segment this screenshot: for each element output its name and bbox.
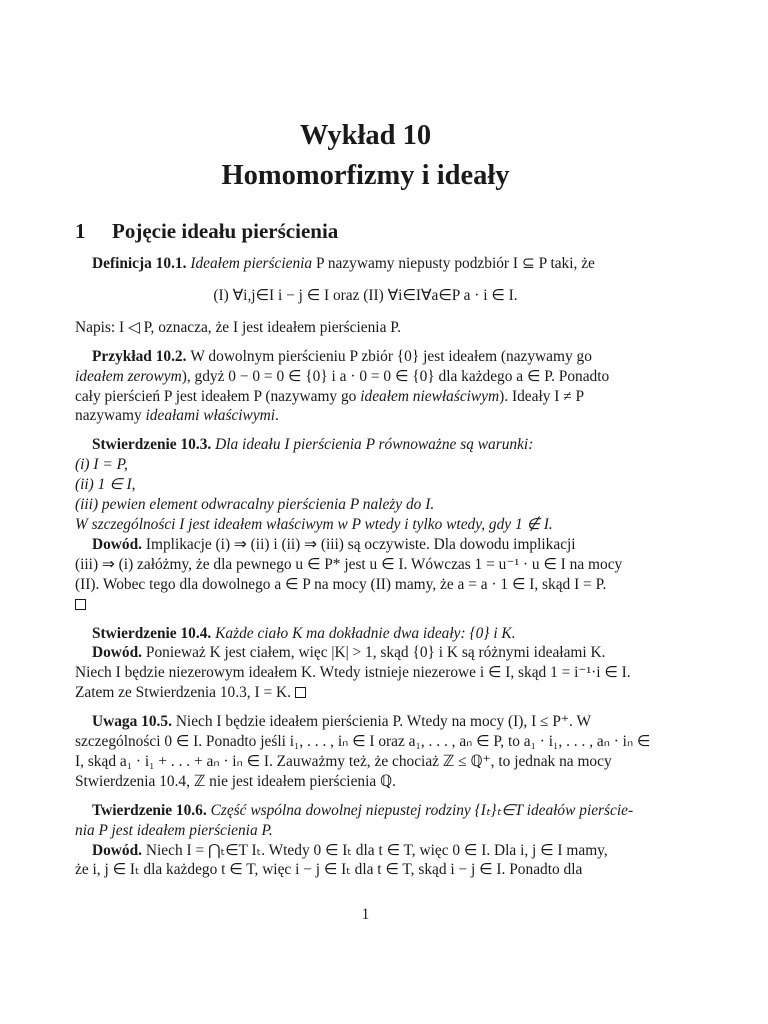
remark-label: Uwaga 10.5. bbox=[92, 713, 172, 731]
statement-10-4 bbox=[75, 624, 656, 644]
definition-10-1 bbox=[75, 254, 656, 274]
section-title: Pojęcie ideału pierścienia bbox=[112, 219, 339, 243]
statement-consequence: W szczególności I jest ideałem właściwym w P wtedy i tylko wtedy, gdy 1 ∉ I. bbox=[75, 515, 553, 533]
definition-formula: (I) ∀i,j∈I i − j ∈ I oraz (II) ∀i∈I∀a∈P a · i ∈ I. bbox=[213, 286, 518, 304]
statement-10-4-text: Każde ciało K ma dokładnie dwa ideały: {0} i K. bbox=[215, 624, 516, 642]
definition-term: Ideałem pierścienia bbox=[190, 255, 313, 272]
proof-10-6-line-1: Dowód. Niech I = ⋂ₜ∈T Iₜ. Wtedy 0 ∈ Iₜ dla t ∈ T, więc 0 ∈ I. Dla i, j ∈ I mamy, bbox=[92, 841, 608, 859]
proof-10-4-line-3: Zatem ze Stwierdzenia 10.3, I = K. bbox=[75, 683, 656, 703]
proof-10-3-line-1: Dowód. Implikacje (i) ⇒ (ii) i (ii) ⇒ (iii) są oczywiste. Dla dowodu implikacji bbox=[92, 535, 576, 553]
lecture-title: Wykład 10 bbox=[299, 120, 432, 151]
example-10-2-line-4 bbox=[75, 406, 656, 426]
theorem-label: Twierdzenie 10.6. bbox=[92, 801, 207, 819]
example-10-2-line-3 bbox=[75, 387, 656, 407]
proof-10-6-line-2: że i, j ∈ Iₜ dla każdego t ∈ T, więc i − j ∈ Iₜ dla t ∈ T, skąd i − j ∈ I. Ponadto dla bbox=[75, 861, 583, 879]
example-text: ). Ideały I ≠ P bbox=[499, 387, 585, 405]
example-term: ideałami właściwymi bbox=[145, 407, 276, 425]
example-10-2 bbox=[75, 347, 656, 427]
example-text: W dowolnym pierścieniu P zbiór {0} jest ideałem (nazywamy go bbox=[190, 347, 592, 365]
remark-10-5-line-3: I, skąd a₁ · i₁ + . . . + aₙ · iₙ ∈ I. Zauważmy też, że chociaż ℤ ≤ ℚ⁺, to jednak na mocy bbox=[75, 752, 612, 770]
definition-label: Definicja 10.1. bbox=[92, 255, 187, 272]
theorem-10-6-line-1: Twierdzenie 10.6. Część wspólna dowolnej niepustej rodziny {Iₜ}ₜ∈T ideałów pierście- bbox=[92, 801, 634, 819]
lecture-title-block bbox=[75, 116, 656, 196]
proof-10-4-line-2: Niech I będzie niezerowym ideałem K. Wtedy istnieje niezerowe i ∈ I, skąd 1 = i⁻¹·i ∈ I. bbox=[75, 664, 631, 682]
document-page bbox=[75, 0, 656, 1024]
statement-10-4-label: Stwierdzenie 10.4. bbox=[92, 624, 212, 642]
proof-10-4-line-1: Dowód. Ponieważ K jest ciałem, więc |K| > 1, skąd {0} i K są różnymi ideałami K. bbox=[92, 644, 606, 662]
remark-10-5-line-2: szczególności 0 ∈ I. Ponadto jeśli i₁, . . . , iₙ ∈ I oraz a₁, . . . , aₙ ∈ P, to a₁ · i₁, . . . , aₙ · iₙ ∈ bbox=[75, 733, 651, 751]
statement-10-3-label: Stwierdzenie 10.3. bbox=[92, 436, 212, 454]
proof-label: Dowód. bbox=[92, 535, 143, 553]
notation-line: Napis: I ◁ P, oznacza, że I jest ideałem pierścienia P. bbox=[75, 318, 401, 336]
qed-square-icon bbox=[295, 687, 306, 698]
remark-10-5-line-1: Uwaga 10.5. Niech I będzie ideałem pierścienia P. Wtedy na mocy (I), I ≤ P⁺. W bbox=[92, 713, 591, 731]
statement-item-1: (i) I = P, bbox=[75, 456, 128, 474]
statement-10-3-intro bbox=[75, 435, 656, 455]
definition-text: P nazywamy niepusty podzbiór I ⊆ P taki, że bbox=[312, 255, 595, 272]
example-10-2-line-2 bbox=[75, 367, 656, 387]
page-number: 1 bbox=[361, 906, 370, 923]
example-text: cały pierścień P jest ideałem P (nazywamy go bbox=[75, 387, 361, 405]
proof-label: Dowód. bbox=[92, 841, 143, 859]
qed-square-icon bbox=[75, 599, 86, 610]
proof-10-3-line-3: (II). Wobec tego dla dowolnego a ∈ P na mocy (II) mamy, że a = a · 1 ∈ I, skąd I = P. bbox=[75, 575, 607, 593]
example-text: . bbox=[275, 407, 279, 425]
section-number: 1 bbox=[75, 219, 86, 243]
proof-10-3-line-2: (iii) ⇒ (i) załóżmy, że dla pewnego u ∈ P* jest u ∈ I. Wówczas 1 = u⁻¹ · u ∈ I na mocy bbox=[75, 555, 623, 573]
example-text: ), gdyż 0 − 0 = 0 ∈ {0} i a · 0 = 0 ∈ {0} dla każdego a ∈ P. Ponadto bbox=[181, 367, 610, 385]
section-heading bbox=[75, 219, 338, 244]
proof-label: Dowód. bbox=[92, 644, 143, 662]
example-term: ideałem niewłaściwym bbox=[360, 387, 500, 405]
statement-item-2: (ii) 1 ∈ I, bbox=[75, 476, 136, 494]
example-label: Przykład 10.2. bbox=[92, 347, 191, 365]
proof-10-3-end bbox=[75, 595, 656, 615]
theorem-10-6-line-2: nia P jest ideałem pierścienia P. bbox=[75, 821, 273, 839]
lecture-subtitle: Homomorfizmy i ideały bbox=[221, 160, 510, 191]
remark-10-5-line-4: Stwierdzenia 10.4, ℤ nie jest ideałem pierścienia ℚ. bbox=[75, 772, 397, 790]
statement-10-3-text: Dla ideału I pierścienia P równoważne są warunki: bbox=[215, 436, 534, 454]
body-text bbox=[75, 254, 656, 880]
example-text: nazywamy bbox=[75, 407, 146, 425]
example-10-2-line-1 bbox=[75, 347, 656, 367]
statement-item-3: (iii) pewien element odwracalny pierścienia P należy do I. bbox=[75, 496, 435, 514]
example-term: ideałem zerowym bbox=[75, 367, 182, 385]
